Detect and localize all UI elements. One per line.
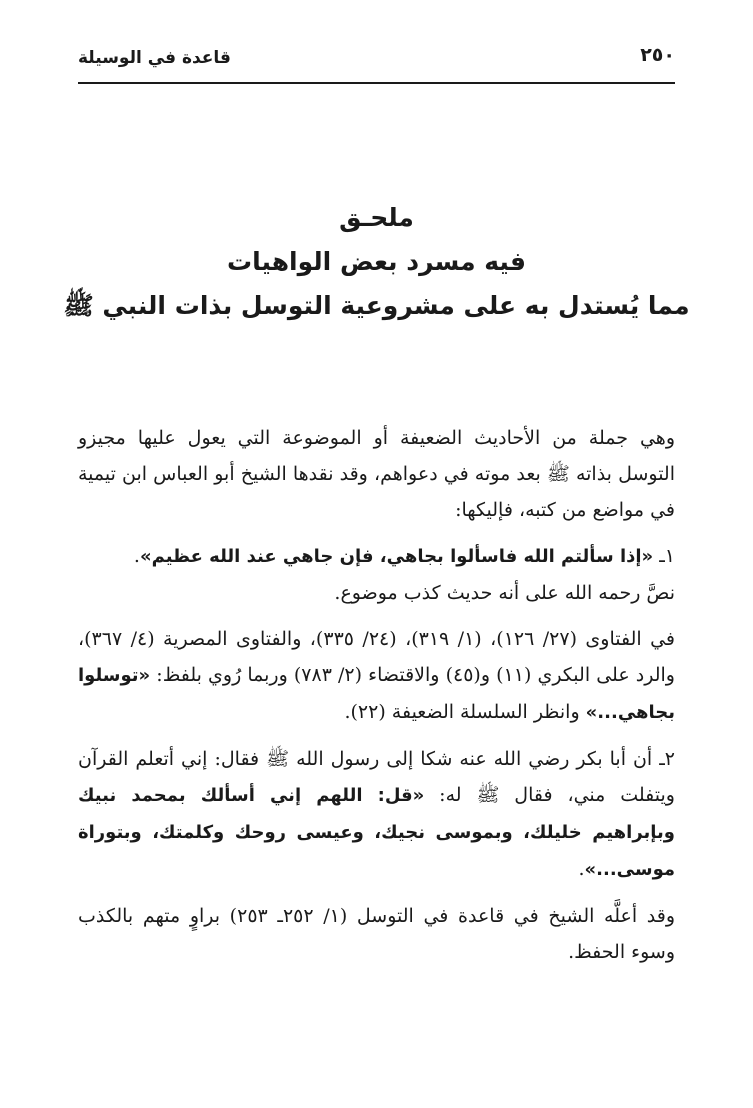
hadith-item-1 (78, 538, 675, 575)
section-heading (40, 196, 713, 328)
item-1-suffix: . (133, 545, 140, 567)
item-2-suffix: . (578, 858, 585, 880)
page-number: ٢٥٠ (640, 44, 675, 66)
item-1-quote: «إذا سألتم الله فاسألوا بجاهي، فإن جاهي عند الله عظيم» (139, 546, 654, 567)
running-title: قاعدة في الوسيلة (78, 48, 231, 68)
intro-paragraph: وهي جملة من الأحاديث الضعيفة أو الموضوعة التي يعول عليها مجيزو التوسل بذاته ﷺ بعد موته في دعواهم، وقد نقدها الشيخ أبو العباس ابن تيمية في مواضع من كتبه، فإليكها: (78, 427, 676, 521)
references-paragraph (78, 621, 675, 731)
references-part-2: وانظر السلسلة الضعيفة (٢٢). (344, 701, 586, 723)
heading-line-1: ملحـق (339, 203, 414, 232)
heading-line-3: مما يُستدل به على مشروعية التوسل بذات النبي ﷺ (63, 291, 690, 320)
item-2-comment: وقد أعلَّه الشيخ في قاعدة في التوسل (١/ ٢٥٢ـ ٢٥٣) براوٍ متهم بالكذب وسوء الحفظ. (78, 905, 675, 963)
hadith-item-2 (78, 741, 675, 888)
heading-line-2: فيه مسرد بعض الواهيات (227, 247, 526, 276)
item-2-text: ٢ـ أن أبا بكر رضي الله عنه شكا إلى رسول الله ﷺ فقال: إني أتعلم القرآن ويتفلت مني، فقال ﷺ له: (78, 748, 675, 806)
running-header (78, 42, 675, 84)
item-1-number: ١ـ (653, 545, 675, 567)
references-part-1: في الفتاوى (٢٧/ ١٢٦)، (١/ ٣١٩)، (٢٤/ ٣٣٥)، والفتاوى المصرية (٤/ ٣٦٧)، والرد على البكري (١١) و(٤٥) والاقتضاء (٢/ ٧٨٣) وربما رُوي بلفظ: (78, 628, 675, 686)
references-quote: «توسلوا بجاهي...» (78, 665, 675, 723)
body-text (78, 420, 675, 970)
item-2-quote: «قل: اللهم إني أسألك بمحمد نبيك وبإبراهيم خليلك، وبموسى نجيك، وعيسى روحك وكلمتك، وبتوراة موسى...» (78, 785, 675, 880)
item-1-comment: نصَّ رحمه الله على أنه حديث كذب موضوع. (334, 582, 675, 604)
